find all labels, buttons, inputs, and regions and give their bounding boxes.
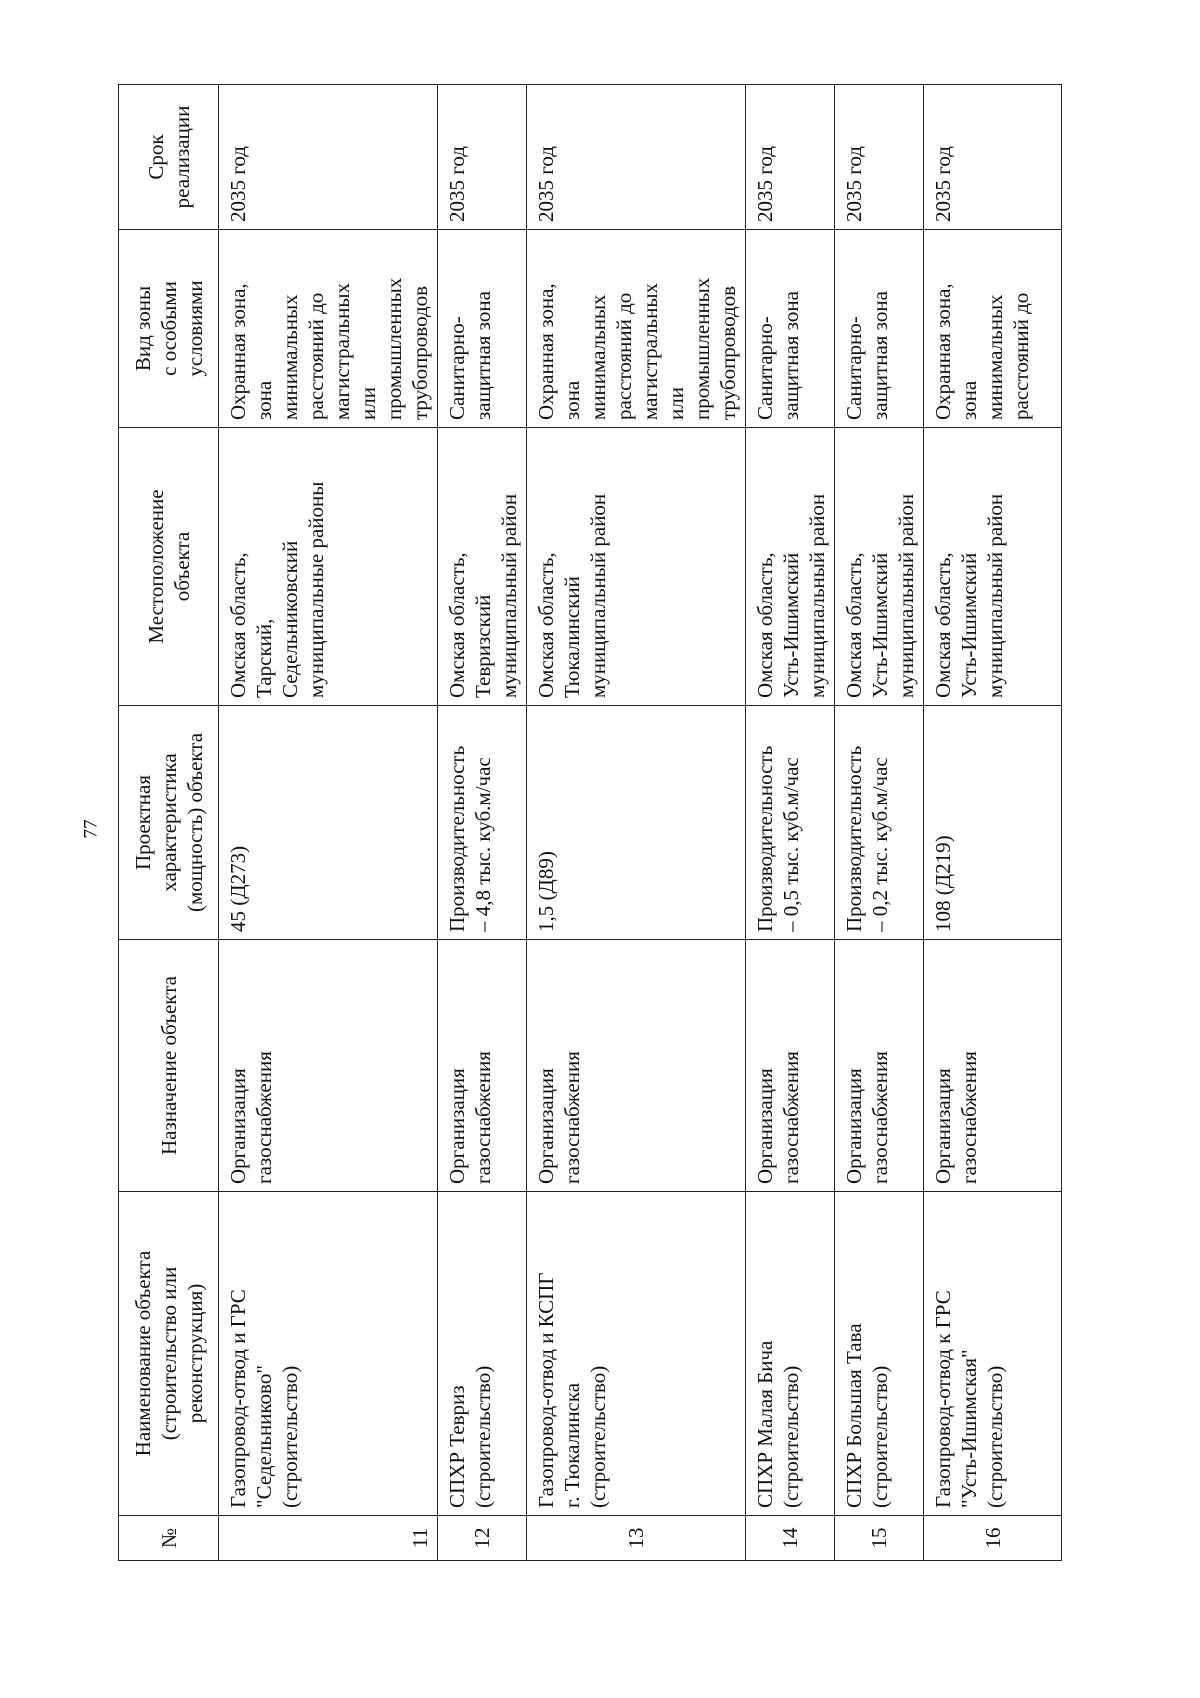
object-purpose: Организация газоснабжения xyxy=(924,940,1062,1192)
table-row xyxy=(746,85,835,1561)
table-row xyxy=(924,85,1062,1561)
zone-type: Санитарно- защитная зона xyxy=(746,230,835,428)
header-zone: Вид зоны с особыми условиями xyxy=(119,230,219,428)
implementation-term: 2035 год xyxy=(835,85,924,230)
object-characteristic: Производительность – 4,8 тыс. куб.м/час xyxy=(438,706,527,940)
object-name: СПХР Большая Тава (строительство) xyxy=(835,1192,924,1516)
object-location: Омская область, Усть-Ишимский муниципальный район xyxy=(746,428,835,706)
object-location: Омская область, Тевризский муниципальный район xyxy=(438,428,527,706)
header-purpose: Назначение объекта xyxy=(119,940,219,1192)
table-row xyxy=(219,85,438,1561)
implementation-term: 2035 год xyxy=(746,85,835,230)
table-row xyxy=(835,85,924,1561)
row-number: 14 xyxy=(746,1516,835,1561)
implementation-term: 2035 год xyxy=(924,85,1062,230)
implementation-term: 2035 год xyxy=(219,85,438,230)
implementation-term: 2035 год xyxy=(527,85,746,230)
object-characteristic: Производительность – 0,5 тыс. куб.м/час xyxy=(746,706,835,940)
object-purpose: Организация газоснабжения xyxy=(219,940,438,1192)
object-name: Газопровод-отвод и КСПГ г. Тюкалинска (строительство) xyxy=(527,1192,746,1516)
zone-type: Санитарно- защитная зона xyxy=(835,230,924,428)
page-number: 77 xyxy=(80,819,102,839)
object-characteristic: 1,5 (Д89) xyxy=(527,706,746,940)
object-location: Омская область, Тарский, Седельниковский муниципальные районы xyxy=(219,428,438,706)
table-row xyxy=(527,85,746,1561)
object-purpose: Организация газоснабжения xyxy=(438,940,527,1192)
object-purpose: Организация газоснабжения xyxy=(746,940,835,1192)
header-term: Срок реализации xyxy=(119,85,219,230)
object-purpose: Организация газоснабжения xyxy=(527,940,746,1192)
row-number: 15 xyxy=(835,1516,924,1561)
objects-table xyxy=(118,84,1062,1561)
row-number: 12 xyxy=(438,1516,527,1561)
zone-type: Охранная зона, зона минимальных расстояний до магистральных или промышленных трубопроводов xyxy=(527,230,746,428)
row-number: 13 xyxy=(527,1516,746,1561)
object-characteristic: 45 (Д273) xyxy=(219,706,438,940)
table-row xyxy=(438,85,527,1561)
header-num: № xyxy=(119,1516,219,1561)
object-name: СПХР Малая Бича (строительство) xyxy=(746,1192,835,1516)
object-location: Омская область, Усть-Ишимский муниципальный район xyxy=(835,428,924,706)
object-name: Газопровод-отвод к ГРС "Усть-Ишимская" (строительство) xyxy=(924,1192,1062,1516)
zone-type: Охранная зона, зона минимальных расстояний до xyxy=(924,230,1062,428)
header-name: Наименование объекта (строительство или реконструкция) xyxy=(119,1192,219,1516)
object-name: Газопровод-отвод и ГРС "Седельниково" (строительство) xyxy=(219,1192,438,1516)
object-purpose: Организация газоснабжения xyxy=(835,940,924,1192)
object-characteristic: Производительность – 0,2 тыс. куб.м/час xyxy=(835,706,924,940)
zone-type: Санитарно- защитная зона xyxy=(438,230,527,428)
object-location: Омская область, Тюкалинский муниципальный район xyxy=(527,428,746,706)
table-container xyxy=(118,85,1033,1561)
header-characteristic: Проектная характеристика (мощность) объекта xyxy=(119,706,219,940)
header-location: Местоположение объекта xyxy=(119,428,219,706)
implementation-term: 2035 год xyxy=(438,85,527,230)
row-number: 11 xyxy=(219,1516,438,1561)
table-header-row xyxy=(119,85,219,1561)
row-number: 16 xyxy=(924,1516,1062,1561)
object-characteristic: 108 (Д219) xyxy=(924,706,1062,940)
zone-type: Охранная зона, зона минимальных расстояний до магистральных или промышленных трубопроводов xyxy=(219,230,438,428)
object-location: Омская область, Усть-Ишимский муниципальный район xyxy=(924,428,1062,706)
object-name: СПХР Тевриз (строительство) xyxy=(438,1192,527,1516)
